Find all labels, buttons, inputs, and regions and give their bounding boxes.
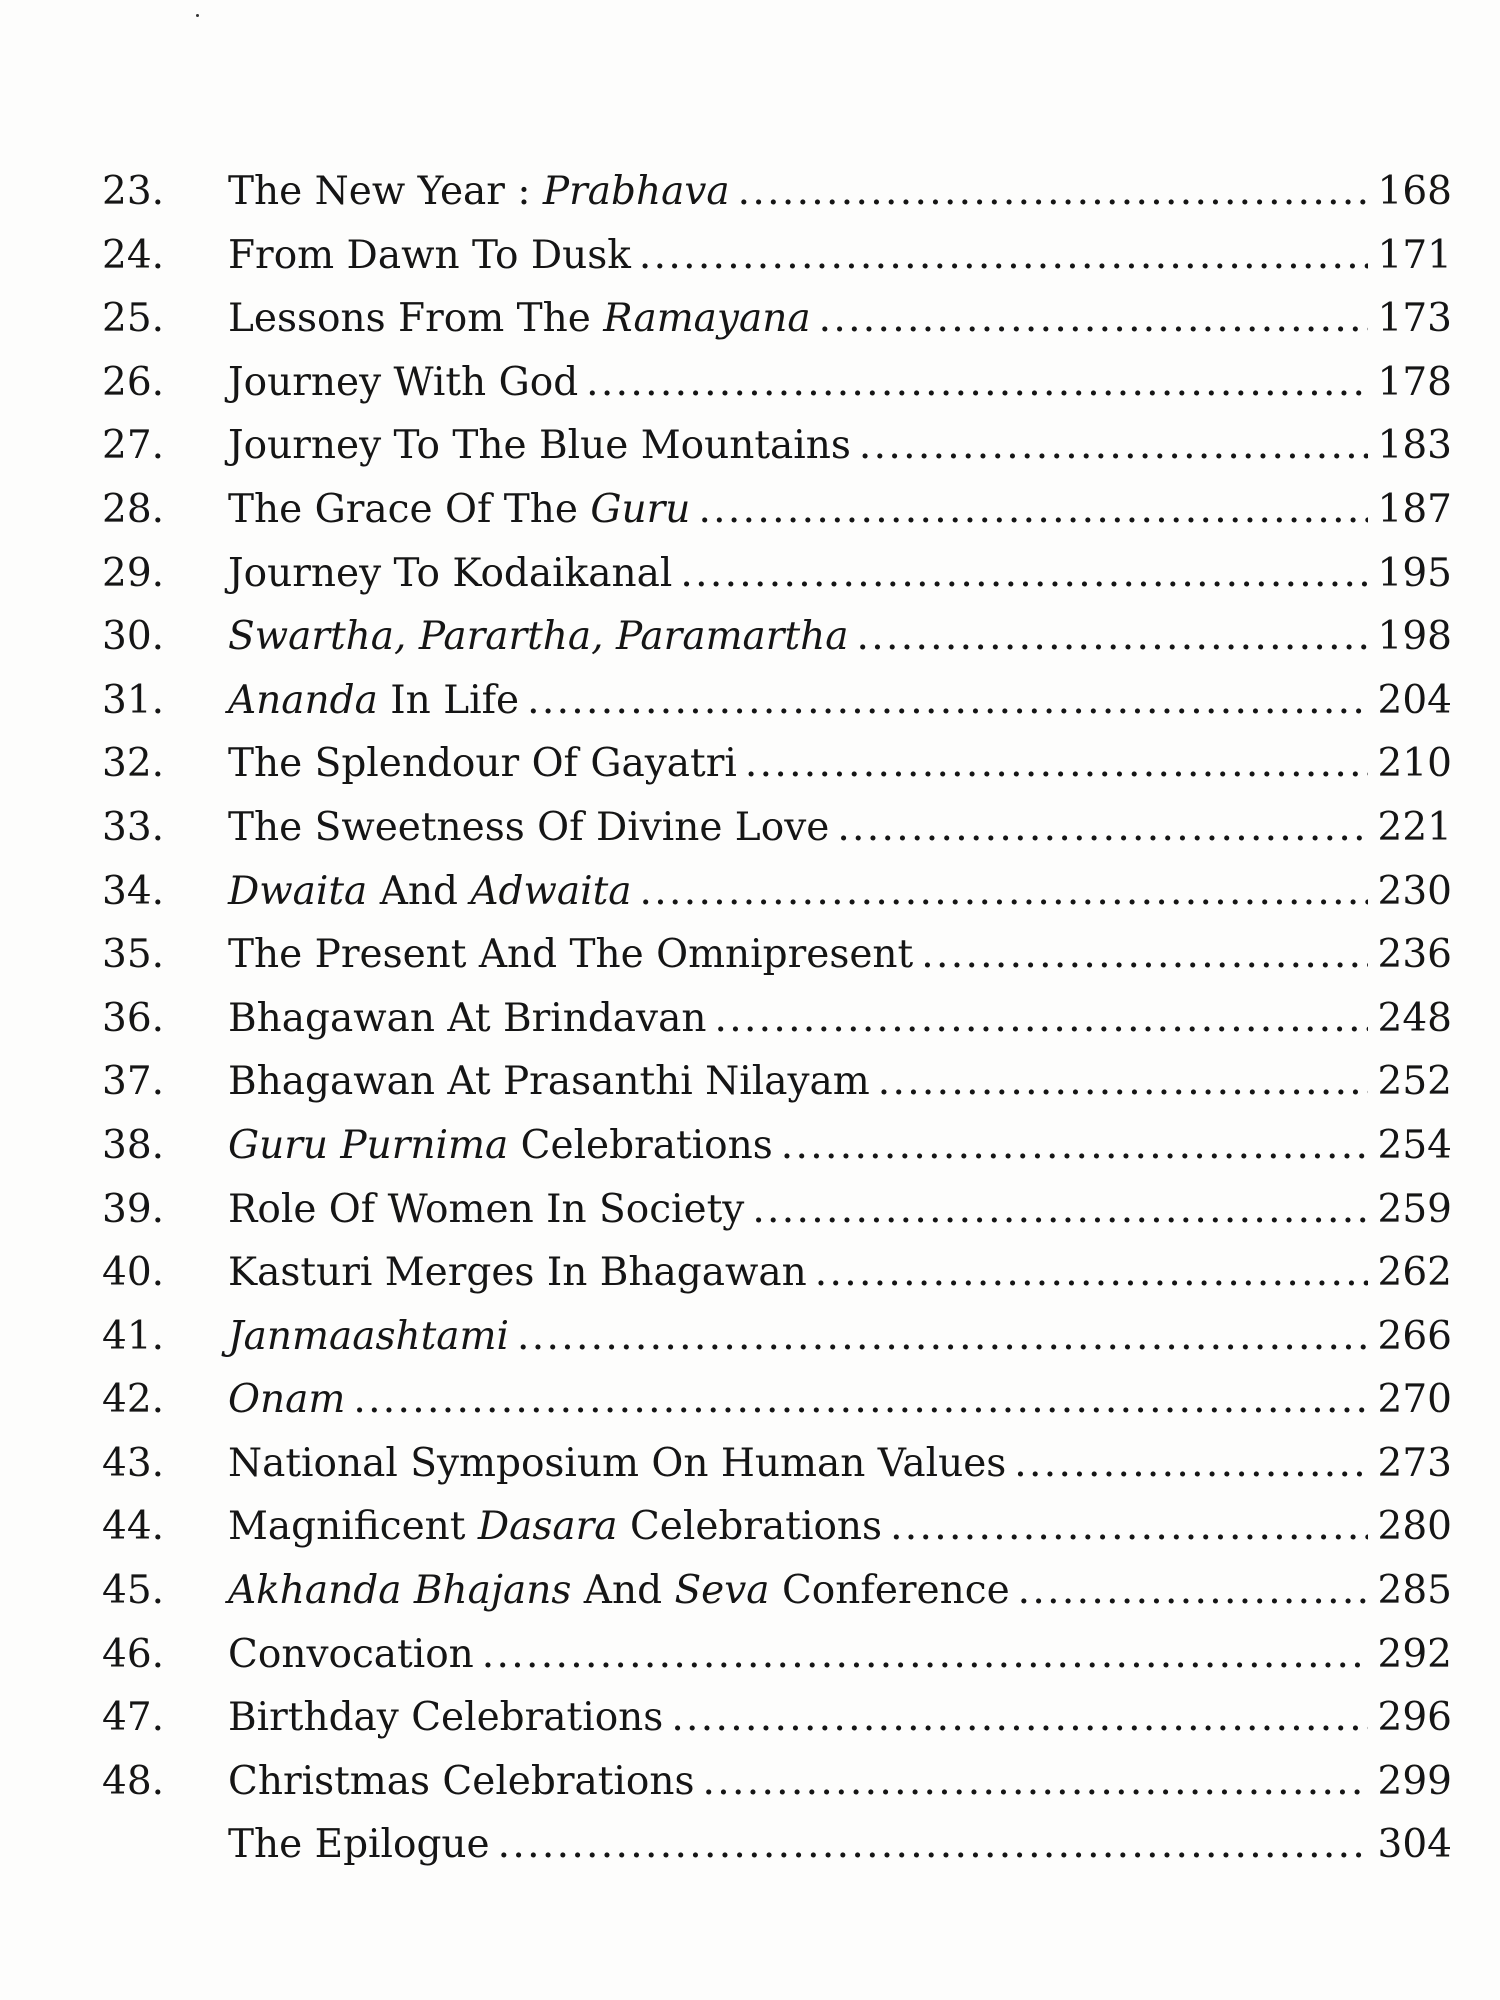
chapter-number: 41. xyxy=(102,1313,165,1359)
toc-entry xyxy=(102,605,1452,669)
dot-leader xyxy=(482,1623,1368,1687)
chapter-title-part: Kasturi Merges In Bhagawan xyxy=(228,1250,807,1296)
scan-speck xyxy=(196,14,199,17)
chapter-title-part: The Present And The Omnipresent xyxy=(228,932,914,978)
chapter-number: 37. xyxy=(102,1059,165,1105)
chapter-title-part: Christmas Celebrations xyxy=(228,1758,695,1804)
page-number: 296 xyxy=(1377,1695,1452,1741)
chapter-number: 36. xyxy=(102,995,165,1041)
chapter-number: 23. xyxy=(102,169,165,214)
page-number: 195 xyxy=(1377,550,1452,596)
chapter-number: 29. xyxy=(102,550,165,596)
chapter-number: 48. xyxy=(102,1758,165,1804)
page-number: 285 xyxy=(1377,1568,1452,1614)
chapter-number: 42. xyxy=(102,1377,165,1423)
chapter-title xyxy=(228,1114,773,1178)
chapter-title-part: The Splendour Of Gayatri xyxy=(228,741,737,787)
page-number: 183 xyxy=(1377,423,1452,469)
chapter-number: 47. xyxy=(102,1695,165,1741)
chapter-title xyxy=(228,923,913,987)
toc-entry xyxy=(102,1750,1452,1814)
chapter-title-line xyxy=(228,478,1372,542)
chapter-title-line xyxy=(228,1241,1372,1305)
chapter-title-italic-part: Guru xyxy=(590,486,691,532)
chapter-title xyxy=(228,860,632,924)
chapter-title-part: Journey To Kodaikanal xyxy=(228,550,673,596)
chapter-title-line xyxy=(228,732,1372,796)
chapter-number: 44. xyxy=(102,1504,165,1550)
page-number: 171 xyxy=(1377,232,1452,278)
chapter-title xyxy=(228,1750,695,1814)
chapter-title xyxy=(228,1050,870,1114)
chapter-title-italic-part: Janmaashtami xyxy=(228,1313,509,1359)
chapter-title-line xyxy=(228,1368,1372,1432)
chapter-title xyxy=(228,605,849,669)
chapter-number: 24. xyxy=(102,232,165,278)
chapter-title-italic-part: Swartha, Parartha, Paramartha xyxy=(228,614,849,660)
chapter-title-line xyxy=(228,1813,1372,1877)
dot-leader xyxy=(859,414,1368,478)
chapter-title-part: The Sweetness Of Divine Love xyxy=(228,804,830,850)
toc-entry xyxy=(102,987,1452,1051)
toc-entry xyxy=(102,1178,1452,1242)
chapter-title-line xyxy=(228,542,1372,606)
dot-leader xyxy=(527,669,1367,733)
page-number: 252 xyxy=(1377,1059,1452,1105)
toc-entry xyxy=(102,1305,1452,1369)
chapter-title-part: Conference xyxy=(769,1568,1010,1614)
dot-leader xyxy=(745,732,1368,796)
chapter-title-line xyxy=(228,1050,1372,1114)
toc-entry xyxy=(102,1686,1452,1750)
dot-leader xyxy=(671,1686,1367,1750)
chapter-title xyxy=(228,1813,490,1877)
page-number: 230 xyxy=(1377,868,1452,914)
chapter-title-line xyxy=(228,1686,1372,1750)
chapter-title xyxy=(228,224,631,288)
page-number: 280 xyxy=(1377,1504,1452,1550)
page-number: 173 xyxy=(1377,296,1452,342)
chapter-title-part: Birthday Celebrations xyxy=(228,1695,664,1741)
chapter-title xyxy=(228,1241,807,1305)
dot-leader xyxy=(1018,1559,1368,1623)
chapter-title xyxy=(228,732,737,796)
chapter-number: 27. xyxy=(102,423,165,469)
toc-entry xyxy=(102,1559,1452,1623)
chapter-number: 32. xyxy=(102,741,165,787)
chapter-title-part: The New Year : xyxy=(228,169,543,214)
toc-entry xyxy=(102,860,1452,924)
toc-entry xyxy=(102,478,1452,542)
chapter-title-line xyxy=(228,1432,1372,1496)
chapter-title-part: In Life xyxy=(377,677,520,723)
toc-entry xyxy=(102,1050,1452,1114)
chapter-title-part: Bhagawan At Brindavan xyxy=(228,995,707,1041)
page-number: 304 xyxy=(1377,1822,1452,1868)
chapter-title-italic-part: Akhanda Bhajans xyxy=(228,1568,572,1614)
chapter-number: 28. xyxy=(102,486,165,532)
dot-leader xyxy=(819,287,1368,351)
chapter-title-part: And xyxy=(571,1568,675,1614)
chapter-title-line xyxy=(228,796,1372,860)
chapter-title-part: Lessons From The xyxy=(228,296,604,342)
chapter-title xyxy=(228,1368,345,1432)
chapter-number: 33. xyxy=(102,804,165,850)
chapter-title-part: Journey To The Blue Mountains xyxy=(228,423,851,469)
toc-entry xyxy=(102,1241,1452,1305)
dot-leader xyxy=(698,478,1367,542)
chapter-title-part: National Symposium On Human Values xyxy=(228,1440,1007,1486)
page-number: 221 xyxy=(1377,804,1452,850)
chapter-title-italic-part: Guru Purnima xyxy=(228,1122,509,1168)
chapter-title xyxy=(228,1495,882,1559)
chapter-number: 38. xyxy=(102,1122,165,1168)
dot-leader xyxy=(752,1178,1367,1242)
page-number: 248 xyxy=(1377,995,1452,1041)
page-number: 198 xyxy=(1377,614,1452,660)
chapter-title-italic-part: Ramayana xyxy=(603,296,811,342)
chapter-title-italic-part: Prabhava xyxy=(542,169,730,214)
toc-entry xyxy=(102,224,1452,288)
chapter-title-line xyxy=(228,224,1372,288)
dot-leader xyxy=(878,1050,1368,1114)
page-number: 236 xyxy=(1377,932,1452,978)
toc-entry xyxy=(102,923,1452,987)
chapter-title xyxy=(228,351,578,415)
chapter-title-line xyxy=(228,1750,1372,1814)
page-number: 168 xyxy=(1377,169,1452,214)
toc-entry xyxy=(102,732,1452,796)
chapter-title-italic-part: Ananda xyxy=(228,677,378,723)
chapter-title-part: Journey With God xyxy=(228,359,579,405)
chapter-title xyxy=(228,160,730,224)
chapter-title-part: Magnificent xyxy=(228,1504,478,1550)
chapter-title xyxy=(228,1623,474,1687)
chapter-title xyxy=(228,478,690,542)
chapter-title xyxy=(228,1178,744,1242)
chapter-title-line xyxy=(228,1178,1372,1242)
toc-entry xyxy=(102,796,1452,860)
chapter-title xyxy=(228,287,811,351)
toc-entry xyxy=(102,669,1452,733)
chapter-title-line xyxy=(228,287,1372,351)
chapter-title-part: Bhagawan At Prasanthi Nilayam xyxy=(228,1059,870,1105)
chapter-number: 45. xyxy=(102,1568,165,1614)
toc-entry xyxy=(102,351,1452,415)
toc-entry xyxy=(102,1813,1452,1877)
toc-entry xyxy=(102,1114,1452,1178)
toc-entry xyxy=(102,1432,1452,1496)
toc-entry xyxy=(102,1495,1452,1559)
chapter-title-line xyxy=(228,987,1372,1051)
page-number: 178 xyxy=(1377,359,1452,405)
page-number: 187 xyxy=(1377,486,1452,532)
dot-leader xyxy=(640,860,1368,924)
dot-leader xyxy=(703,1750,1368,1814)
chapter-number: 31. xyxy=(102,677,165,723)
chapter-title-line xyxy=(228,414,1372,478)
chapter-title-line xyxy=(228,860,1372,924)
page-number: 254 xyxy=(1377,1122,1452,1168)
chapter-number: 35. xyxy=(102,932,165,978)
chapter-title-part: Celebrations xyxy=(617,1504,883,1550)
dot-leader xyxy=(781,1114,1368,1178)
page-number: 273 xyxy=(1377,1440,1452,1486)
dot-leader xyxy=(1014,1432,1367,1496)
chapter-title-line xyxy=(228,1495,1372,1559)
dot-leader xyxy=(857,605,1368,669)
toc-entry xyxy=(102,1368,1452,1432)
chapter-title xyxy=(228,1305,509,1369)
chapter-title xyxy=(228,1559,1010,1623)
chapter-title-italic-part: Adwaita xyxy=(470,868,632,914)
toc-entry xyxy=(102,414,1452,478)
dot-leader xyxy=(738,160,1368,224)
toc-entry xyxy=(102,287,1452,351)
chapter-title-italic-part: Dasara xyxy=(477,1504,618,1550)
dot-leader xyxy=(714,987,1367,1051)
chapter-title-part: The Grace Of The xyxy=(228,486,591,532)
chapter-title-part: The Epilogue xyxy=(228,1822,490,1868)
dot-leader xyxy=(680,542,1367,606)
dot-leader xyxy=(353,1368,1367,1432)
chapter-title-part: Celebrations xyxy=(508,1122,773,1168)
chapter-title-part: Role Of Women In Society xyxy=(228,1186,745,1232)
page-number: 292 xyxy=(1377,1631,1452,1677)
dot-leader xyxy=(837,796,1367,860)
table-of-contents xyxy=(102,160,1452,1877)
chapter-number: 26. xyxy=(102,359,165,405)
chapter-title xyxy=(228,669,519,733)
chapter-title-part: From Dawn To Dusk xyxy=(228,232,631,278)
chapter-title-line xyxy=(228,923,1372,987)
chapter-title-italic-part: Dwaita xyxy=(228,868,368,914)
chapter-title xyxy=(228,987,706,1051)
page-number: 259 xyxy=(1377,1186,1452,1232)
chapter-title-italic-part: Onam xyxy=(228,1377,346,1423)
chapter-title-line xyxy=(228,669,1372,733)
chapter-number: 30. xyxy=(102,614,165,660)
toc-entry xyxy=(102,1623,1452,1687)
chapter-title xyxy=(228,796,829,860)
page-number: 204 xyxy=(1377,677,1452,723)
toc-entry xyxy=(102,542,1452,606)
page-number: 266 xyxy=(1377,1313,1452,1359)
chapter-number: 25. xyxy=(102,296,165,342)
dot-leader xyxy=(890,1495,1367,1559)
chapter-title-line xyxy=(228,351,1372,415)
chapter-title-italic-part: Seva xyxy=(674,1568,770,1614)
chapter-title-part: And xyxy=(367,868,471,914)
toc-entry xyxy=(102,160,1452,224)
chapter-title xyxy=(228,1686,663,1750)
chapter-title-line xyxy=(228,160,1372,224)
chapter-title-line xyxy=(228,1305,1372,1369)
chapter-title-line xyxy=(228,1114,1372,1178)
chapter-number: 46. xyxy=(102,1631,165,1677)
dot-leader xyxy=(639,224,1368,288)
chapter-number: 43. xyxy=(102,1440,165,1486)
dot-leader xyxy=(498,1813,1368,1877)
dot-leader xyxy=(517,1305,1368,1369)
dot-leader xyxy=(815,1241,1368,1305)
page-number: 270 xyxy=(1377,1377,1452,1423)
chapter-title xyxy=(228,414,851,478)
chapter-number: 34. xyxy=(102,868,165,914)
chapter-title xyxy=(228,542,672,606)
chapter-title-line xyxy=(228,605,1372,669)
page-number: 210 xyxy=(1377,741,1452,787)
dot-leader xyxy=(921,923,1367,987)
page-number: 299 xyxy=(1377,1758,1452,1804)
chapter-title-line xyxy=(228,1559,1372,1623)
chapter-title xyxy=(228,1432,1006,1496)
chapter-number: 39. xyxy=(102,1186,165,1232)
chapter-number: 40. xyxy=(102,1250,165,1296)
page-number: 262 xyxy=(1377,1250,1452,1296)
chapter-title-line xyxy=(228,1623,1372,1687)
dot-leader xyxy=(586,351,1367,415)
chapter-title-part: Convocation xyxy=(228,1631,474,1677)
